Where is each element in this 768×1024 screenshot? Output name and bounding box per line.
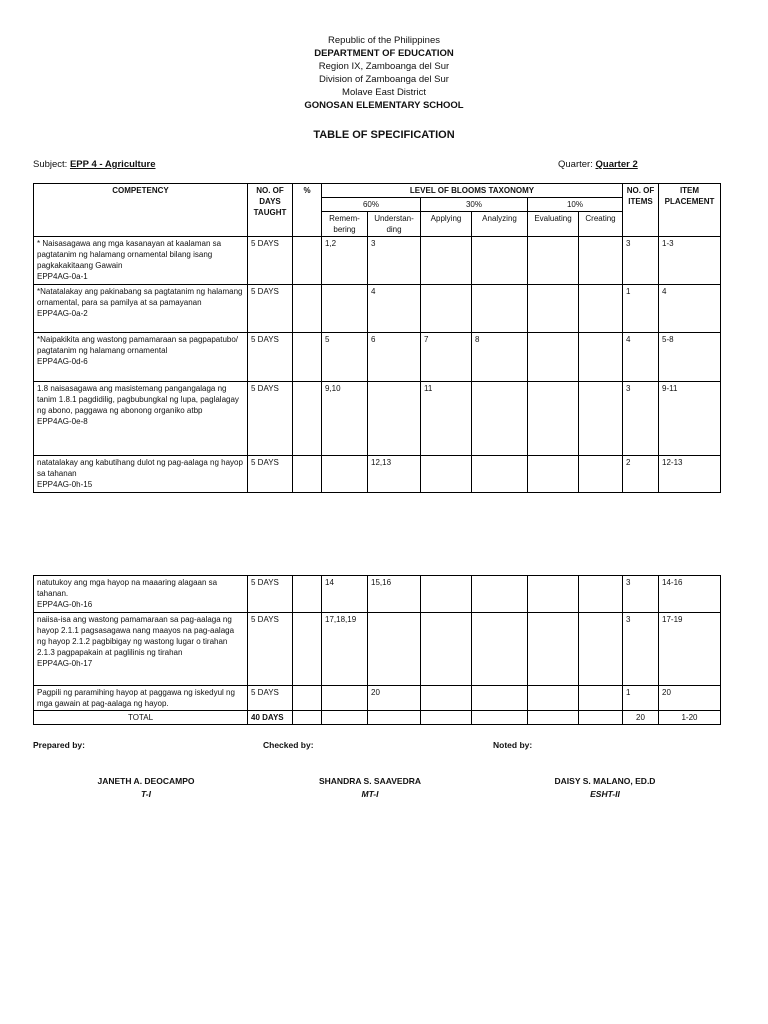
- table-row: [34, 285, 721, 333]
- creating-cell: [579, 686, 623, 711]
- noted-by-label: Noted by:: [493, 740, 533, 750]
- placement-cell: 17-19: [659, 613, 721, 686]
- creating-cell: [579, 285, 623, 333]
- checked-by-name: SHANDRA S. SAAVEDRA: [318, 776, 421, 786]
- evaluating-cell: [528, 237, 579, 285]
- subject-value: EPP 4 - Agriculture: [69, 159, 156, 170]
- understanding-cell: 20: [368, 686, 421, 711]
- analyzing-cell: [472, 711, 528, 725]
- department-line: DEPARTMENT OF EDUCATION: [314, 48, 454, 59]
- days-cell: 5 DAYS: [248, 285, 293, 333]
- region-line: Region IX, Zamboanga del Sur: [318, 61, 450, 72]
- header-applying: Applying: [421, 212, 472, 237]
- evaluating-cell: [528, 382, 579, 456]
- percent-cell: [293, 576, 322, 613]
- header-analyzing: Analyzing: [472, 212, 528, 237]
- evaluating-cell: [528, 711, 579, 725]
- remembering-cell: [322, 285, 368, 333]
- total-placement: 1-20: [659, 711, 721, 725]
- remembering-cell: 9,10: [322, 382, 368, 456]
- analyzing-cell: [472, 456, 528, 493]
- header-competency: COMPETENCY: [34, 184, 248, 237]
- table-row: [34, 456, 721, 493]
- checked-by-position: MT-I: [361, 789, 379, 799]
- prepared-by-position: T-I: [141, 789, 151, 799]
- analyzing-cell: [472, 613, 528, 686]
- applying-cell: [421, 686, 472, 711]
- items-cell: 3: [623, 613, 659, 686]
- understanding-cell: [368, 613, 421, 686]
- evaluating-cell: [528, 686, 579, 711]
- days-cell: 5 DAYS: [248, 382, 293, 456]
- analyzing-cell: [472, 382, 528, 456]
- applying-cell: 11: [421, 382, 472, 456]
- creating-cell: [579, 382, 623, 456]
- header-60-percent: 60%: [322, 198, 421, 212]
- evaluating-cell: [528, 576, 579, 613]
- placement-cell: 12-13: [659, 456, 721, 493]
- items-cell: 1: [623, 686, 659, 711]
- placement-cell: 4: [659, 285, 721, 333]
- quarter-value: Quarter 2: [595, 159, 638, 170]
- understanding-cell: 6: [368, 333, 421, 382]
- prepared-by-label: Prepared by:: [33, 740, 85, 750]
- creating-cell: [579, 456, 623, 493]
- table-row: [34, 613, 721, 686]
- analyzing-cell: 8: [472, 333, 528, 382]
- noted-by-name: DAISY S. MALANO, ED.D: [554, 776, 656, 786]
- applying-cell: [421, 285, 472, 333]
- header-evaluating: Evaluating: [528, 212, 579, 237]
- quarter-label: Quarter:: [558, 159, 593, 170]
- applying-cell: [421, 576, 472, 613]
- remembering-cell: 14: [322, 576, 368, 613]
- evaluating-cell: [528, 285, 579, 333]
- items-cell: 3: [623, 576, 659, 613]
- applying-cell: 7: [421, 333, 472, 382]
- header-blooms: LEVEL OF BLOOMS TAXONOMY: [322, 184, 623, 198]
- items-cell: 4: [623, 333, 659, 382]
- evaluating-cell: [528, 333, 579, 382]
- analyzing-cell: [472, 686, 528, 711]
- school-line: GONOSAN ELEMENTARY SCHOOL: [304, 100, 464, 111]
- items-cell: 2: [623, 456, 659, 493]
- days-cell: 5 DAYS: [248, 456, 293, 493]
- competency-cell: Pagpili ng paramihing hayop at paggawa ng iskedyul ng mga gawain at pag-aalaga ng hayop.: [34, 686, 248, 711]
- percent-cell: [293, 285, 322, 333]
- creating-cell: [579, 237, 623, 285]
- competency-cell: *Naipakikita ang wastong pamamaraan sa pagpapatubo/ pagtatanim ng halamang ornamental EPP4AG-0d-6: [34, 333, 248, 382]
- items-cell: 3: [623, 382, 659, 456]
- creating-cell: [579, 333, 623, 382]
- items-cell: 1: [623, 285, 659, 333]
- checked-by-label: Checked by:: [263, 740, 314, 750]
- analyzing-cell: [472, 285, 528, 333]
- prepared-by-name: JANETH A. DEOCAMPO: [97, 776, 195, 786]
- competency-cell: naiisa-isa ang wastong pamamaraan sa pag-aalaga ng hayop 2.1.1 pagsasagawa nang maayos na pag-aalaga ng hayop 2.1.2 pagbibigay ng wastong lugar o tirahan 2.1.3 pagpapakain at paglilinis ng tirahan EPP4AG-0h-17: [34, 613, 248, 686]
- competency-cell: *Natatalakay ang pakinabang sa pagtatanim ng halamang ornamental, para sa pamilya at sa pamayanan EPP4AG-0a-2: [34, 285, 248, 333]
- placement-cell: 9-11: [659, 382, 721, 456]
- understanding-cell: 12,13: [368, 456, 421, 493]
- header-percent: %: [293, 184, 322, 237]
- understanding-cell: 4: [368, 285, 421, 333]
- percent-cell: [293, 333, 322, 382]
- republic-line: Republic of the Philippines: [328, 35, 440, 46]
- evaluating-cell: [528, 456, 579, 493]
- remembering-cell: [322, 686, 368, 711]
- percent-cell: [293, 456, 322, 493]
- table-row: [34, 686, 721, 711]
- document-title: TABLE OF SPECIFICATION: [313, 129, 455, 141]
- days-cell: 5 DAYS: [248, 576, 293, 613]
- days-cell: 5 DAYS: [248, 237, 293, 285]
- remembering-cell: 17,18,19: [322, 613, 368, 686]
- days-cell: 5 DAYS: [248, 613, 293, 686]
- days-cell: 5 DAYS: [248, 333, 293, 382]
- percent-cell: [293, 711, 322, 725]
- percent-cell: [293, 686, 322, 711]
- table-row: [34, 237, 721, 285]
- competency-cell: natatalakay ang kabutihang dulot ng pag-aalaga ng hayop sa tahanan EPP4AG-0h-15: [34, 456, 248, 493]
- header-remembering: Remem-bering: [322, 212, 368, 237]
- table-row: [34, 576, 721, 613]
- header-days-taught: NO. OF DAYS TAUGHT: [248, 184, 293, 237]
- applying-cell: [421, 237, 472, 285]
- remembering-cell: [322, 711, 368, 725]
- placement-cell: 5-8: [659, 333, 721, 382]
- remembering-cell: [322, 456, 368, 493]
- creating-cell: [579, 613, 623, 686]
- header-no-items: NO. OF ITEMS: [623, 184, 659, 237]
- percent-cell: [293, 382, 322, 456]
- header-item-placement: ITEM PLACEMENT: [659, 184, 721, 237]
- placement-cell: 1-3: [659, 237, 721, 285]
- subject-label: Subject:: [33, 159, 68, 170]
- table-row: [34, 333, 721, 382]
- applying-cell: [421, 711, 472, 725]
- division-line: Division of Zamboanga del Sur: [319, 74, 449, 85]
- competency-cell: natutukoy ang mga hayop na maaaring alagaan sa tahanan. EPP4AG-0h-16: [34, 576, 248, 613]
- header-understanding: Understan-ding: [368, 212, 421, 237]
- document-header: [0, 34, 768, 112]
- remembering-cell: 1,2: [322, 237, 368, 285]
- placement-cell: 20: [659, 686, 721, 711]
- applying-cell: [421, 613, 472, 686]
- total-items: 20: [623, 711, 659, 725]
- remembering-cell: 5: [322, 333, 368, 382]
- creating-cell: [579, 576, 623, 613]
- header-30-percent: 30%: [421, 198, 528, 212]
- header-creating: Creating: [579, 212, 623, 237]
- evaluating-cell: [528, 613, 579, 686]
- competency-cell: 1.8 naisasagawa ang masistemang pangangalaga ng tanim 1.8.1 pagdidilig, pagbubungkal ng lupa, paglalagay ng abono, paggawa ng abonong organiko atbp EPP4AG-0e-8: [34, 382, 248, 456]
- noted-by-position: ESHT-II: [590, 789, 620, 799]
- understanding-cell: [368, 711, 421, 725]
- percent-cell: [293, 613, 322, 686]
- district-line: Molave East District: [342, 87, 426, 98]
- analyzing-cell: [472, 237, 528, 285]
- days-cell: 5 DAYS: [248, 686, 293, 711]
- understanding-cell: 15,16: [368, 576, 421, 613]
- total-days: 40 DAYS: [248, 711, 293, 725]
- total-row: [34, 711, 721, 725]
- header-10-percent: 10%: [528, 198, 623, 212]
- table-row: [34, 382, 721, 456]
- subject-line: [33, 159, 156, 170]
- placement-cell: 14-16: [659, 576, 721, 613]
- applying-cell: [421, 456, 472, 493]
- understanding-cell: [368, 382, 421, 456]
- items-cell: 3: [623, 237, 659, 285]
- specification-table-page1: [33, 183, 721, 493]
- total-label: TOTAL: [34, 711, 248, 725]
- specification-table-page2: [33, 575, 721, 725]
- quarter-line: [558, 159, 638, 170]
- creating-cell: [579, 711, 623, 725]
- competency-cell: * Naisasagawa ang mga kasanayan at kaalaman sa pagtatanim ng halamang ornamental bilang isang pagkakakitaang Gawain EPP4AG-0a-1: [34, 237, 248, 285]
- percent-cell: [293, 237, 322, 285]
- analyzing-cell: [472, 576, 528, 613]
- understanding-cell: 3: [368, 237, 421, 285]
